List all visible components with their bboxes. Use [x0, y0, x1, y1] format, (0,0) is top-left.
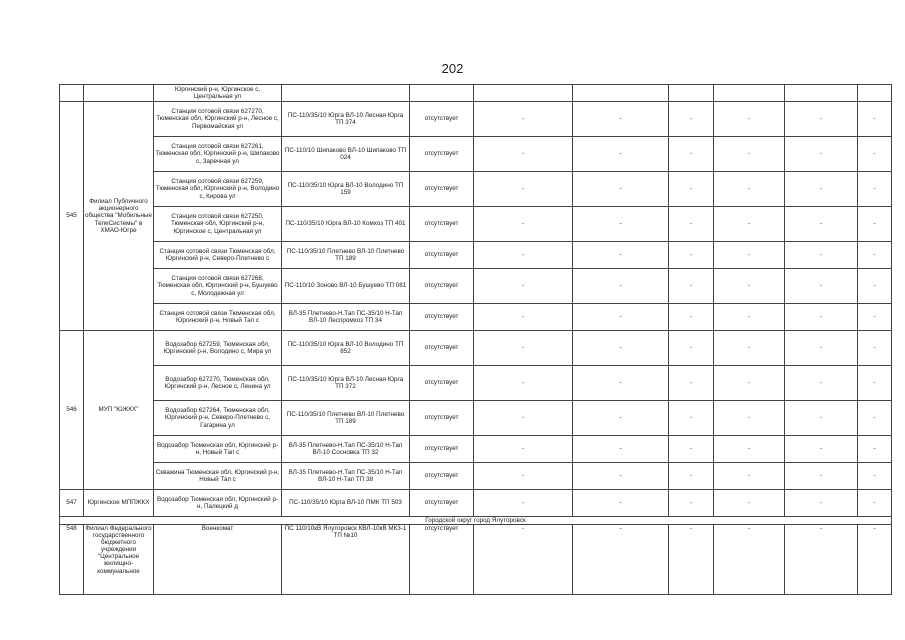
- table-row: [60, 463, 892, 490]
- owner-cell: Филиал Публичного акционерного общества "Мобильные ТелеСистемы" в ХМАО-Югре: [84, 102, 154, 331]
- value-cell: -: [669, 242, 714, 269]
- empty-cell: [858, 85, 892, 102]
- value-cell: -: [714, 269, 785, 304]
- status-cell: отсутствует: [410, 366, 474, 401]
- empty-cell: [474, 85, 573, 102]
- value-cell: -: [785, 436, 858, 463]
- value-cell: -: [785, 366, 858, 401]
- status-cell: отсутствует: [410, 463, 474, 490]
- value-cell: -: [573, 525, 669, 595]
- value-cell: -: [714, 172, 785, 207]
- table-row: [60, 242, 892, 269]
- value-cell: -: [858, 490, 892, 517]
- value-cell: -: [573, 304, 669, 331]
- section-row: [60, 517, 892, 525]
- document-table: [59, 84, 892, 595]
- source-cell: ПС-110/35/10 Плетнево ВЛ-10 Плетнево ТП 189: [282, 242, 410, 269]
- source-cell: ПС 110/10кВ Ялуторовск КВЛ-10кВ МК3-1 ТП №10: [282, 525, 410, 595]
- table-row: [60, 401, 892, 436]
- owner-cell: МУП "ЮЖКХ": [84, 331, 154, 490]
- value-cell: -: [669, 207, 714, 242]
- table-row: [60, 102, 892, 137]
- table-body: [60, 85, 892, 595]
- status-cell: отсутствует: [410, 304, 474, 331]
- value-cell: -: [474, 102, 573, 137]
- table-row: [60, 331, 892, 366]
- value-cell: -: [474, 269, 573, 304]
- value-cell: -: [573, 137, 669, 172]
- address-cell: Военкомат: [154, 525, 282, 595]
- empty-cell: [714, 85, 785, 102]
- address-cell: Скважина Тюменская обл, Юргинский р-н, Новый Тап с: [154, 463, 282, 490]
- table-row: [60, 269, 892, 304]
- address-cell: Станция сотовой связи 627261, Тюменская обл, Юргинский р-н, Шипаково с, Заречная ул: [154, 137, 282, 172]
- value-cell: -: [669, 269, 714, 304]
- value-cell: -: [785, 172, 858, 207]
- source-cell: ПС-110/35/10 Плетнево ВЛ-10 Плетнево ТП 189: [282, 401, 410, 436]
- status-cell: отсутствует: [410, 242, 474, 269]
- address-cell: Станция сотовой связи Тюменская обл, Юргинский р-н, Новый Тап с: [154, 304, 282, 331]
- value-cell: -: [714, 401, 785, 436]
- value-cell: -: [785, 242, 858, 269]
- value-cell: -: [714, 463, 785, 490]
- value-cell: -: [573, 269, 669, 304]
- value-cell: -: [474, 525, 573, 595]
- table-row: [60, 137, 892, 172]
- value-cell: -: [573, 366, 669, 401]
- value-cell: -: [573, 102, 669, 137]
- address-cell: Водозабор 627259, Тюменская обл, Юргинский р-н, Володино с, Мира ул: [154, 331, 282, 366]
- value-cell: -: [714, 436, 785, 463]
- source-cell: ВЛ-35 Плетнево-Н.Тап ПС-35/10 Н-Тап ВЛ-10 Сосновка ТП 32: [282, 436, 410, 463]
- value-cell: -: [714, 304, 785, 331]
- value-cell: -: [714, 102, 785, 137]
- source-cell: ВЛ-35 Плетнево-Н.Тап ПС-35/10 Н-Тап ВЛ-10 Н-Тап ТП 38: [282, 463, 410, 490]
- status-cell: отсутствует: [410, 436, 474, 463]
- value-cell: -: [785, 269, 858, 304]
- value-cell: -: [785, 304, 858, 331]
- number-cell: 548: [60, 525, 84, 595]
- address-cell: Станция сотовой связи 627259, Тюменская обл, Юргинский р-н, Володино с, Кирова ул: [154, 172, 282, 207]
- empty-cell: [669, 85, 714, 102]
- source-cell: ПС-110/35/10 Юрга ВЛ-10 Володино ТП 159: [282, 172, 410, 207]
- status-cell: отсутствует: [410, 207, 474, 242]
- value-cell: -: [573, 463, 669, 490]
- value-cell: -: [858, 436, 892, 463]
- table-row: [60, 436, 892, 463]
- value-cell: -: [669, 172, 714, 207]
- number-cell: [60, 85, 84, 102]
- value-cell: -: [669, 102, 714, 137]
- value-cell: -: [573, 436, 669, 463]
- value-cell: -: [785, 525, 858, 595]
- value-cell: -: [785, 207, 858, 242]
- table-row: [60, 172, 892, 207]
- value-cell: -: [474, 242, 573, 269]
- value-cell: -: [785, 331, 858, 366]
- value-cell: -: [573, 172, 669, 207]
- empty-cell: [282, 85, 410, 102]
- value-cell: -: [714, 366, 785, 401]
- number-cell: 547: [60, 490, 84, 517]
- value-cell: -: [714, 490, 785, 517]
- source-cell: ПС-110/10 Зоново ВЛ-10 Бушуево ТП 081: [282, 269, 410, 304]
- source-cell: ПС-110/10 Шипаково ВЛ-10 Шипаково ТП 024: [282, 137, 410, 172]
- value-cell: -: [474, 331, 573, 366]
- value-cell: -: [785, 463, 858, 490]
- status-cell: отсутствует: [410, 401, 474, 436]
- status-cell: отсутствует: [410, 490, 474, 517]
- value-cell: -: [474, 172, 573, 207]
- value-cell: -: [858, 102, 892, 137]
- value-cell: -: [474, 401, 573, 436]
- address-cell: Водозабор Тюменская обл, Юргинский р-н, Новый Тап с: [154, 436, 282, 463]
- status-cell: отсутствует: [410, 172, 474, 207]
- value-cell: -: [858, 207, 892, 242]
- value-cell: -: [858, 525, 892, 595]
- address-cell: Станция сотовой связи Тюменская обл, Юргинский р-н, Северо-Плетнево с: [154, 242, 282, 269]
- value-cell: -: [474, 366, 573, 401]
- status-cell: отсутствует: [410, 269, 474, 304]
- empty-cell: [573, 85, 669, 102]
- section-label: Городской округ город Ялуторовск: [60, 517, 892, 525]
- address-cell: Станция сотовой связи 627268, Тюменская обл, Юргинский р-н, Бушуево с, Молодежная ул: [154, 269, 282, 304]
- status-cell: отсутствует: [410, 137, 474, 172]
- value-cell: -: [573, 490, 669, 517]
- empty-cell: [785, 85, 858, 102]
- value-cell: -: [669, 137, 714, 172]
- address-cell: Станция сотовой связи 627270, Тюменская обл, Юргинский р-н, Лесное с, Первомайская ул: [154, 102, 282, 137]
- source-cell: ПС-110/35/10 Юрга ВЛ-10 Лесная Юрга ТП 374: [282, 102, 410, 137]
- status-cell: отсутствует: [410, 525, 474, 595]
- value-cell: -: [669, 331, 714, 366]
- table-row: [60, 490, 892, 517]
- value-cell: -: [785, 401, 858, 436]
- table-row: [60, 207, 892, 242]
- value-cell: -: [474, 436, 573, 463]
- value-cell: -: [785, 490, 858, 517]
- table-row: [60, 525, 892, 595]
- number-cell: 546: [60, 331, 84, 490]
- value-cell: -: [669, 366, 714, 401]
- table-row: [60, 304, 892, 331]
- page-number: 202: [441, 61, 464, 76]
- owner-cell: [84, 85, 154, 102]
- value-cell: -: [858, 401, 892, 436]
- status-cell: отсутствует: [410, 102, 474, 137]
- source-cell: ПС-110/35/10 Юрга ВЛ-10 Комхоз ТП 401: [282, 207, 410, 242]
- value-cell: -: [669, 436, 714, 463]
- value-cell: -: [858, 172, 892, 207]
- value-cell: -: [474, 490, 573, 517]
- value-cell: -: [714, 331, 785, 366]
- owner-cell: Юргинское МППЖКХ: [84, 490, 154, 517]
- value-cell: -: [669, 490, 714, 517]
- value-cell: -: [474, 463, 573, 490]
- value-cell: -: [573, 401, 669, 436]
- source-cell: ВЛ-35 Плетнево-Н.Тап ПС-35/10 Н-Тап ВЛ-10 Леспромхоз ТП 34: [282, 304, 410, 331]
- value-cell: -: [858, 331, 892, 366]
- table-row: [60, 85, 892, 102]
- value-cell: -: [474, 137, 573, 172]
- value-cell: -: [858, 366, 892, 401]
- value-cell: -: [669, 525, 714, 595]
- address-cell: Водозабор Тюменская обл, Юргинский р-н, Палецкий д: [154, 490, 282, 517]
- value-cell: -: [714, 207, 785, 242]
- value-cell: -: [714, 137, 785, 172]
- value-cell: -: [858, 137, 892, 172]
- value-cell: -: [858, 304, 892, 331]
- value-cell: -: [858, 463, 892, 490]
- value-cell: -: [474, 207, 573, 242]
- value-cell: -: [573, 242, 669, 269]
- source-cell: ПС-110/35/10 Юрга ВЛ-10 ПМК ТП 503: [282, 490, 410, 517]
- value-cell: -: [714, 525, 785, 595]
- value-cell: -: [669, 304, 714, 331]
- value-cell: -: [573, 207, 669, 242]
- value-cell: -: [573, 331, 669, 366]
- value-cell: -: [669, 401, 714, 436]
- source-cell: ПС-110/35/10 Юрга ВЛ-10 Володино ТП 852: [282, 331, 410, 366]
- value-cell: -: [858, 242, 892, 269]
- table-row: [60, 366, 892, 401]
- address-cell: Водозабор 627264, Тюменская обл, Юргинский р-н, Северо-Плетнево с, Гагарина ул: [154, 401, 282, 436]
- number-cell: 545: [60, 102, 84, 331]
- value-cell: -: [858, 269, 892, 304]
- value-cell: -: [785, 102, 858, 137]
- address-cell: Водозабор 627270, Тюменская обл, Юргинский р-н, Лесное с, Ленина ул: [154, 366, 282, 401]
- owner-cell: Филиал Федерального государственного бюджетного учреждения "Центральное жилищно-коммунальное: [84, 525, 154, 595]
- address-cell: Юргинский р-н, Юргинское с, Центральная ул: [154, 85, 282, 102]
- empty-cell: [410, 85, 474, 102]
- value-cell: -: [474, 304, 573, 331]
- value-cell: -: [785, 137, 858, 172]
- address-cell: Станция сотовой связи 627250, Тюменская обл, Юргинский р-н, Юргинское с, Центральная ул: [154, 207, 282, 242]
- value-cell: -: [714, 242, 785, 269]
- source-cell: ПС-110/35/10 Юрга ВЛ-10 Лесная Юрга ТП 372: [282, 366, 410, 401]
- status-cell: отсутствует: [410, 331, 474, 366]
- value-cell: -: [669, 463, 714, 490]
